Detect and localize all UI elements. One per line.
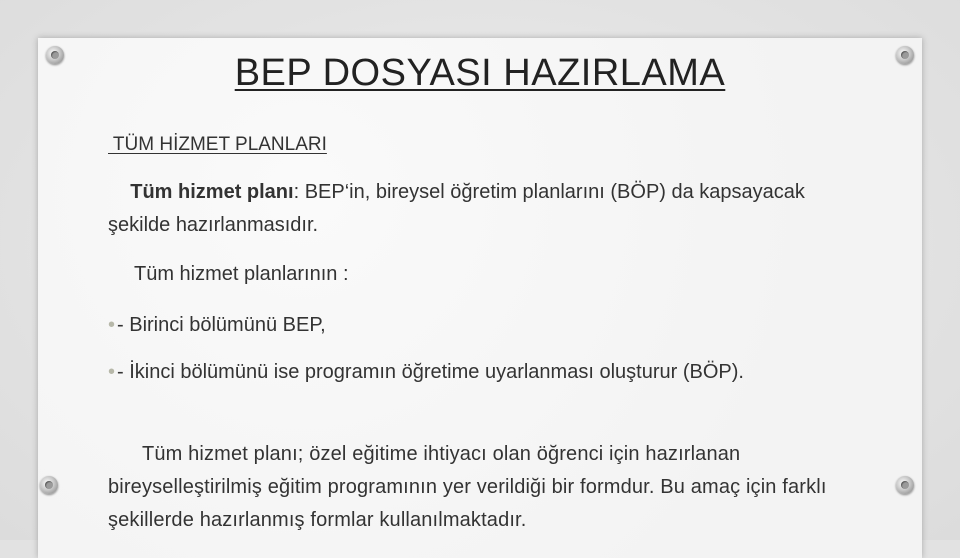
list-item xyxy=(108,309,828,342)
intro-paragraph: Tüm hizmet planlarının : xyxy=(134,263,349,285)
definition-term: Tüm hizmet planı xyxy=(130,181,294,203)
bullet-icon: • xyxy=(108,361,116,383)
definition-paragraph xyxy=(108,176,828,242)
slide-title: BEP DOSYASI HAZIRLAMA xyxy=(234,52,726,94)
section-subtitle: TÜM HİZMET PLANLARI xyxy=(108,134,327,155)
pushpin-icon xyxy=(896,476,914,494)
definition-text: : BEP‘in, bireysel öğretim planlarını (BÖP) da kapsayacak şekilde hazırlanmasıdır. xyxy=(108,181,805,236)
list-item-text: - İkinci bölümünü ise programın öğretime uyarlanması oluşturur (BÖP). xyxy=(117,361,744,383)
pushpin-icon xyxy=(40,476,58,494)
list-item xyxy=(108,356,828,389)
list-item-text: - Birinci bölümünü BEP, xyxy=(117,314,326,336)
summary-paragraph: Tüm hizmet planı; özel eğitime ihtiyacı olan öğrenci için hazırlanan bireyselleştirilmiş eğitim programının yer verildiği bir formdur. Bu amaç için farklı şekillerde hazırlanmış formlar kullanılmaktadır. xyxy=(108,443,827,531)
bullet-icon: • xyxy=(108,314,116,336)
